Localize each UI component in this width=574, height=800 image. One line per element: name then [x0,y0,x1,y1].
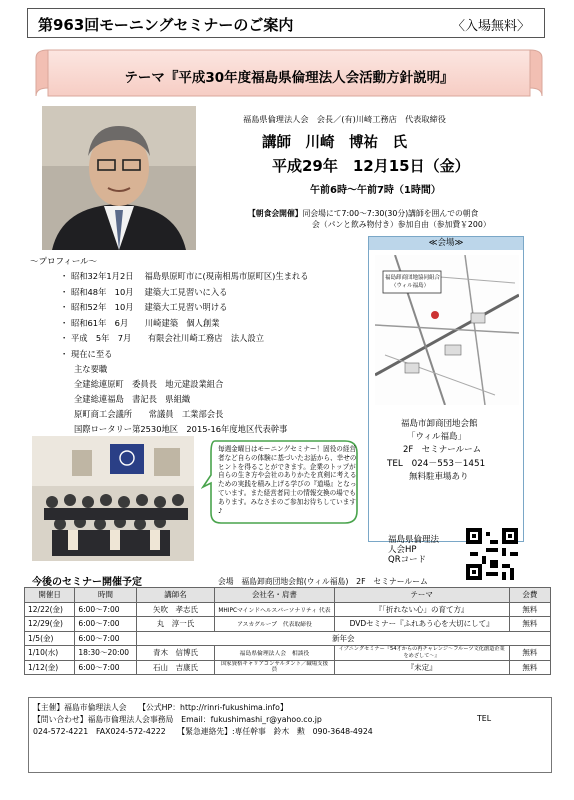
row-speaker: 石山 吉康氏 [136,660,215,675]
free-entry-label: 〈入場無料〉 [451,19,530,34]
venue-heading: ≪会場≫ [369,237,523,250]
schedule-table [24,587,551,675]
qr-label [388,535,439,565]
row-speaker: 青木 信博氏 [136,646,215,661]
row-fee: 無料 [509,602,550,617]
profile-item: ・ 平成 5年 7月 有限会社川崎工務店 法人設立 [60,333,265,343]
bubble-text: 毎週金曜日はモーニングセミナー！固役の経営者など自らの体験に基づいたお話から、幸せのヒントを得ることができます。企業のトップが自らの生き方や会社のありかたを真剣に考えるための実践を積み上げる学びの『道場』となっています。また経営者同士の情報交換の場でもあります。みなさまのご参加お待ちしています♪ [218,445,357,515]
footer-tel-label: TEL [477,714,492,723]
venue-name-alt: 「ウィル福島」 [407,432,466,442]
row-theme: DVDセミナー『ふれあう心を大切にして』 [334,617,509,632]
column-header: 時間 [75,588,136,603]
row-fee: 無料 [509,646,550,661]
profile-item: ・ 昭和61年 6月 川崎建築 個人創業 [60,318,220,328]
venue-name: 福島市卸商団地会館 [401,419,478,429]
row-company: 福島県倫理法人会 相談役 [215,646,334,661]
row-company: アスカグループ 代表取締役 [215,617,334,632]
schedule-heading: 今後のセミナー開催予定 [32,577,142,588]
row-time: 6:00～7:00 [75,602,136,617]
speaker-affiliation: 福島県倫理法人会 会長／(有)川崎工務店 代表取締役 [243,114,446,124]
breakfast-label: 【朝食会開催】 [248,209,303,218]
profile-item: ・ 昭和48年 10月 建築大工見習いに入る [60,287,228,297]
role-item: 国際ロータリー第2530地区 2015-16年度地区代表幹事 [74,424,288,434]
speaker-name: 講師 川崎 博祐 氏 [262,135,407,151]
table-row [25,660,551,675]
footer-host[interactable]: 【主催】福島市倫理法人会 【公式HP：http://rinri-fukushima.info】 [33,703,288,712]
map-label-1: 福島卸商団地協同組合 [385,275,441,281]
column-header: 講師名 [136,588,215,603]
seminar-date: 平成29年 12月15日（金） [272,157,470,175]
breakfast-line-1 [248,208,478,219]
schedule-header-row [25,588,551,603]
role-item: 全建総連原町 委員長 地元建設業組合 [74,379,224,389]
speaker-photo [42,106,196,250]
row-date: 1/12(金) [25,660,75,675]
venue-tel: TEL 024－553－1451 [387,459,486,469]
role-item: 全建総連福島 書記長 県組織 [74,394,191,404]
row-theme: イブニングセミナー『54才からの再チャレンジ～フルーツ文化創造企業をめざして～』 [334,646,509,661]
row-date: 1/10(水) [25,646,75,661]
row-date: 12/22(金) [25,602,75,617]
table-row [25,617,551,632]
footer-contact[interactable]: 【問い合わせ】福島市倫理法人会事務局 Email：fukushimashi_r@yahoo.co.jp [33,715,322,724]
seminar-theme: テーマ『平成30年度福島県倫理法人会活動方針説明』 [124,70,454,86]
profile-item: ・ 昭和32年1月2日 福島県原町市に(現南相馬市原町区)生まれる [60,271,309,281]
profile-item: ・ 現在に至る [60,349,113,359]
row-theme: 新年会 [136,631,550,646]
column-header: 開催日 [25,588,75,603]
row-fee: 無料 [509,617,550,632]
profile-heading: ～プロフィール～ [30,257,98,267]
table-row [25,646,551,661]
row-speaker: 丸 淳一氏 [136,617,215,632]
profile-item: ・ 昭和52年 10月 建築大工見習い明ける [60,302,228,312]
row-time: 6:00～7:00 [75,631,136,646]
footer-phones: 024-572-4221 FAX024-572-4222 【緊急連絡先】:専任幹事 鈴木 勲 090-3648-4924 [33,727,373,736]
column-header: テーマ [334,588,509,603]
qr-label-line-2: 人会HP [388,545,417,555]
venue-parking: 無料駐車場あり [409,472,469,482]
profile-list [60,270,360,434]
row-time: 6:00～7:00 [75,660,136,675]
row-date: 1/5(金) [25,631,75,646]
seminar-time: 午前6時～午前7時（1時間） [310,185,441,196]
venue-room: 2F セミナールーム [403,445,482,455]
contact-footer [28,697,552,773]
table-row [25,602,551,617]
seminar-title: 第963回モーニングセミナーのご案内 [38,16,294,34]
row-company: MHIPCマインドヘルスパーソナリティ 代表 [215,602,334,617]
column-header: 会社名・肩書 [215,588,334,603]
column-header: 会費 [509,588,550,603]
qr-label-line-3: QRコード [388,555,427,565]
map-label-2: （ウィル福島） [391,283,430,289]
roles-heading: 主な要職 [74,364,108,374]
group-photo [32,436,194,561]
schedule-venue-note: 会場 福島卸商団地会館(ウィル福島) 2F セミナールーム [218,577,428,586]
qr-label-line-1: 福島県倫理法 [388,535,440,545]
role-item: 原町商工会議所 常議員 工業部会長 [74,409,224,419]
breakfast-text-1: 同会場にて7:00～7:30(30分)講師を囲んでの朝食 [302,209,479,218]
venue-box [368,236,524,542]
row-company: 国家資格キャリアコンサルタント／職場支援員 [215,660,334,675]
theme-banner [34,44,544,100]
row-date: 12/29(金) [25,617,75,632]
table-row [25,631,551,646]
row-time: 18:30～20:00 [75,646,136,661]
row-speaker: 矢吹 孝志氏 [136,602,215,617]
header-title-box [27,8,545,38]
breakfast-text-2: 会（パンと飲み物付き）参加自由（参加費￥200） [312,220,491,229]
row-fee: 無料 [509,660,550,675]
qr-code-icon[interactable] [466,528,518,580]
row-time: 6:00～7:00 [75,617,136,632]
row-theme: 『未定』 [334,660,509,675]
row-theme: 『「折れない心」の育て方』 [334,602,509,617]
